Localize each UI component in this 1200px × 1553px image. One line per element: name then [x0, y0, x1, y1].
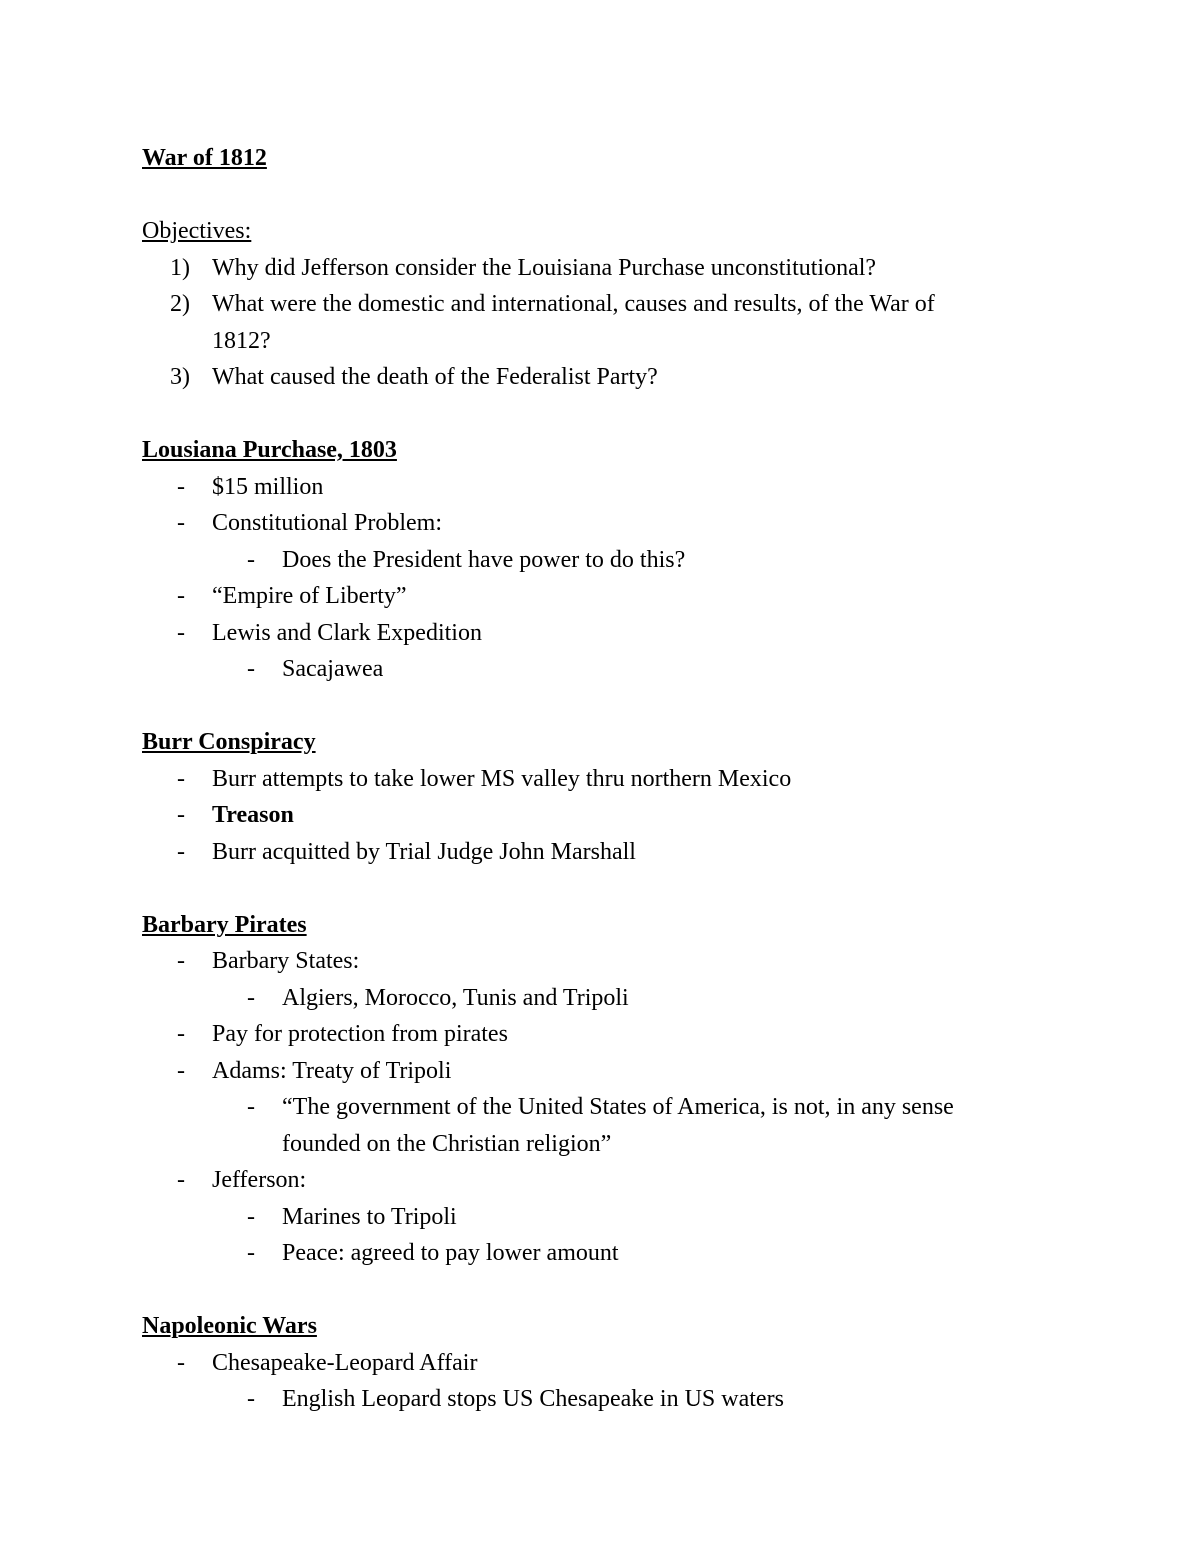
- objective-text: What caused the death of the Federalist Party?: [212, 364, 658, 390]
- bullet-dash: -: [177, 802, 185, 828]
- bullet-dash: -: [247, 656, 255, 682]
- spacer: [142, 396, 1102, 433]
- bullet-item: [142, 761, 1102, 798]
- bullet-dash: -: [177, 838, 185, 865]
- objective-number: 3): [170, 364, 190, 390]
- bullet-text: Chesapeake-Leopard Affair: [212, 1349, 478, 1376]
- bullet-item: [142, 469, 1102, 506]
- sub-bullet-item: [142, 651, 1102, 688]
- objective-item-3: [142, 359, 1102, 396]
- bullet-dash: -: [177, 1021, 185, 1047]
- document-page: [142, 140, 1102, 1418]
- bullet-item: [142, 1345, 1102, 1382]
- bullet-dash: -: [177, 1349, 185, 1376]
- sub-bullet-item: [142, 1381, 1102, 1418]
- objective-item-1: [142, 250, 1102, 287]
- bullet-dash: -: [247, 1203, 255, 1230]
- objective-number: 2): [170, 291, 190, 317]
- burr-heading: Burr Conspiracy: [142, 729, 316, 755]
- objective-item-2-continued: 1812?: [212, 327, 271, 354]
- bullet-item: [142, 1016, 1102, 1053]
- bullet-text: “Empire of Liberty”: [212, 583, 407, 609]
- bullet-text: $15 million: [212, 473, 324, 500]
- bullet-item: [142, 943, 1102, 980]
- bullet-dash: -: [247, 1094, 255, 1120]
- bullet-text: Sacajawea: [282, 656, 384, 682]
- bullet-text: “The government of the United States of America, is not, in any sense: [282, 1094, 954, 1120]
- bullet-text: Peace: agreed to pay lower amount: [282, 1240, 619, 1266]
- bullet-text: Constitutional Problem:: [212, 510, 443, 536]
- bullet-dash: -: [247, 1240, 255, 1266]
- spacer: [142, 177, 1102, 214]
- spacer: [142, 688, 1102, 725]
- bullet-text: English Leopard stops US Chesapeake in US waters: [282, 1386, 784, 1412]
- bullet-dash: -: [247, 546, 255, 573]
- bullet-dash: -: [177, 619, 185, 646]
- bullet-dash: -: [247, 984, 255, 1011]
- barbary-heading: Barbary Pirates: [142, 911, 307, 938]
- sub-bullet-item: [142, 1089, 1102, 1126]
- bullet-dash: -: [177, 765, 185, 792]
- bullet-text: Pay for protection from pirates: [212, 1021, 508, 1047]
- sub-bullet-item: [142, 1199, 1102, 1236]
- spacer: [142, 870, 1102, 907]
- bullet-dash: -: [177, 473, 185, 500]
- objective-number: 1): [170, 254, 190, 281]
- bullet-item: [142, 797, 1102, 834]
- bullet-dash: -: [177, 510, 185, 536]
- bullet-dash: -: [247, 1386, 255, 1412]
- sub-bullet-item: [142, 980, 1102, 1017]
- bullet-text: Jefferson:: [212, 1167, 307, 1193]
- bullet-item: [142, 1162, 1102, 1199]
- sub-bullet-continued: founded on the Christian religion”: [282, 1130, 612, 1157]
- objectives-heading: Objectives:: [142, 218, 252, 244]
- bullet-text: Burr attempts to take lower MS valley thru northern Mexico: [212, 765, 792, 792]
- bullet-text: Treason: [212, 802, 294, 828]
- bullet-item: [142, 505, 1102, 542]
- objective-item-2: [142, 286, 1102, 323]
- bullet-text: Marines to Tripoli: [282, 1203, 457, 1230]
- bullet-item: [142, 615, 1102, 652]
- bullet-dash: -: [177, 948, 185, 974]
- bullet-item: [142, 1053, 1102, 1090]
- bullet-item: [142, 834, 1102, 871]
- objective-text: Why did Jefferson consider the Louisiana Purchase unconstitutional?: [212, 254, 877, 281]
- bullet-item: [142, 578, 1102, 615]
- spacer: [142, 1272, 1102, 1309]
- sub-bullet-item: [142, 1235, 1102, 1272]
- bullet-text: Lewis and Clark Expedition: [212, 619, 482, 646]
- bullet-dash: -: [177, 1057, 185, 1084]
- bullet-text: Does the President have power to do this?: [282, 546, 686, 573]
- bullet-text: Burr acquitted by Trial Judge John Marshall: [212, 838, 636, 865]
- sub-bullet-item: [142, 542, 1102, 579]
- bullet-dash: -: [177, 1167, 185, 1193]
- bullet-dash: -: [177, 583, 185, 609]
- napoleonic-heading: Napoleonic Wars: [142, 1313, 317, 1339]
- bullet-text: Adams: Treaty of Tripoli: [212, 1057, 452, 1084]
- bullet-text: Algiers, Morocco, Tunis and Tripoli: [282, 984, 629, 1011]
- document-title: War of 1812: [142, 145, 267, 171]
- objective-text: What were the domestic and international, causes and results, of the War of: [212, 291, 935, 317]
- louisiana-heading: Lousiana Purchase, 1803: [142, 437, 397, 463]
- bullet-text: Barbary States:: [212, 948, 360, 974]
